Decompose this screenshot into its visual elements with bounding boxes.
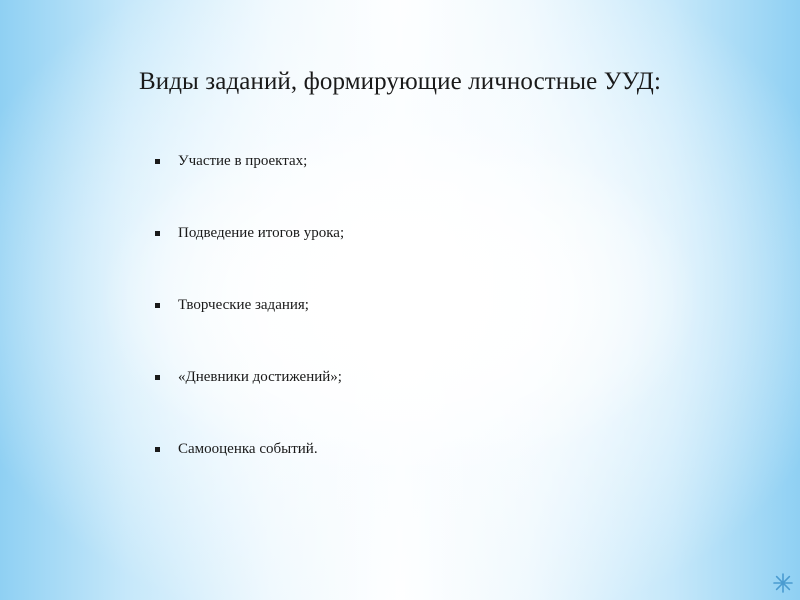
bullet-text: Подведение итогов урока; xyxy=(178,225,345,241)
square-bullet-icon xyxy=(155,375,160,380)
list-item xyxy=(155,438,344,510)
square-bullet-icon xyxy=(155,303,160,308)
list-item xyxy=(155,150,344,222)
square-bullet-icon xyxy=(155,231,160,236)
star-burst-icon[interactable] xyxy=(772,572,794,594)
bullet-text: Участие в проектах; xyxy=(178,153,308,169)
bullet-list xyxy=(155,150,344,510)
bullet-text: Творческие задания; xyxy=(178,297,309,313)
bullet-text: Самооценка событий. xyxy=(178,441,318,457)
list-item xyxy=(155,366,344,438)
slide-title: Виды заданий, формирующие личностные УУД: xyxy=(138,68,662,95)
list-item xyxy=(155,294,344,366)
square-bullet-icon xyxy=(155,447,160,452)
bullet-text: «Дневники достижений»; xyxy=(178,369,342,385)
square-bullet-icon xyxy=(155,159,160,164)
list-item xyxy=(155,222,344,294)
